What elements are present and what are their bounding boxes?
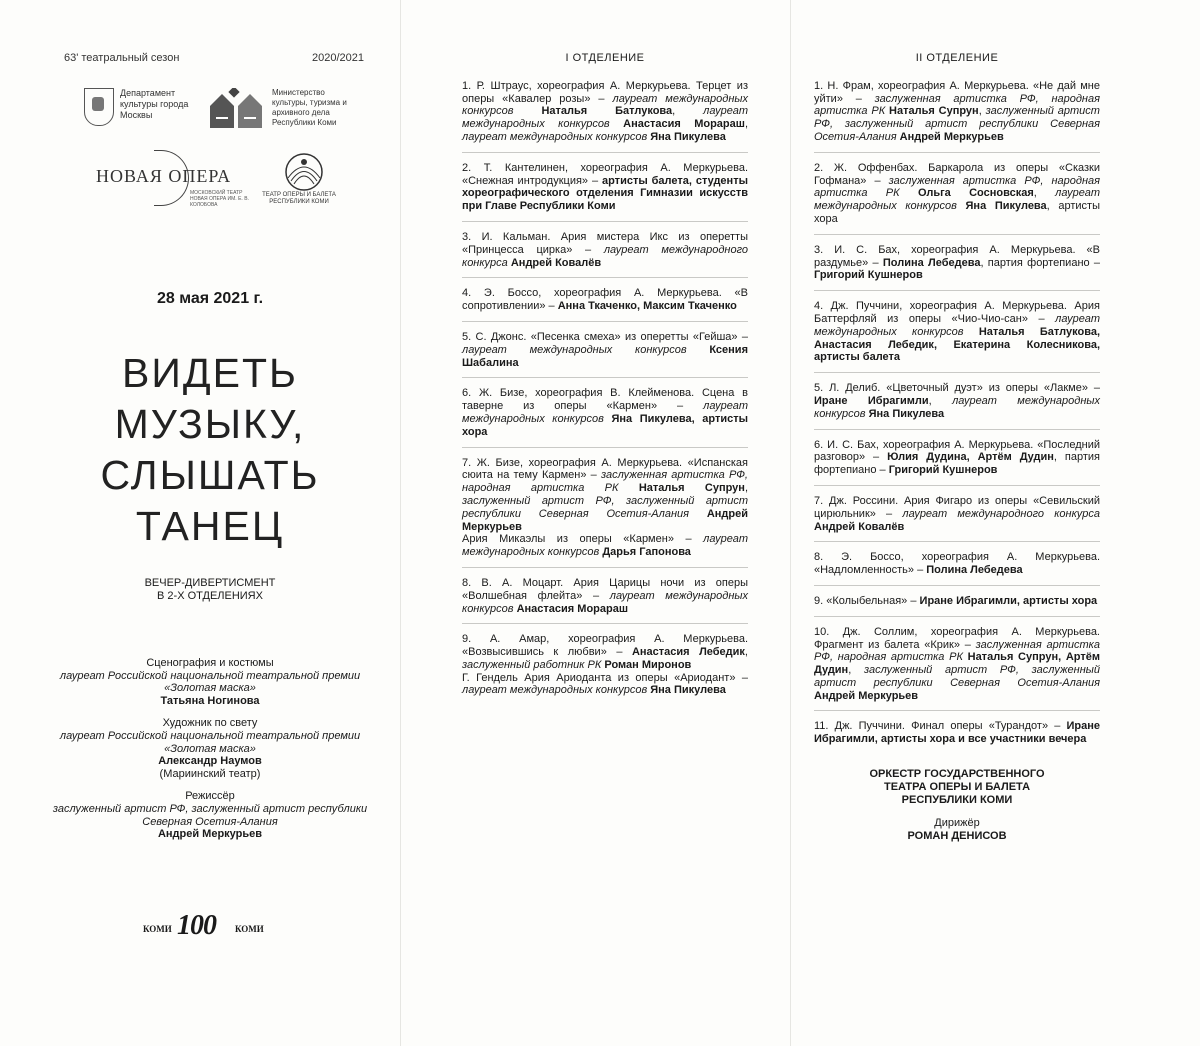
program-text: 3. И. Кальман. Ария мистера Икс из оперетты «Принцесса цирка» – xyxy=(462,230,748,256)
program-text: Андрей Меркурьев xyxy=(814,689,919,702)
program-text: 7. Ж. Бизе, хореография А. Меркурьева. «Испанская сюита на тему Кармен» – xyxy=(462,456,748,482)
title-line: ВИДЕТЬ xyxy=(122,350,298,396)
item-divider xyxy=(462,221,748,222)
season-years: 2020/2021 xyxy=(312,52,364,64)
item-divider xyxy=(814,710,1100,711)
program-text: Полина Лебедева xyxy=(926,564,1023,577)
moscow-crest-icon xyxy=(84,88,114,126)
komi-100-left: КОМИ xyxy=(143,924,172,934)
program-text: лауреат международных конкурсов xyxy=(814,394,1100,420)
credit-role: Режиссёр xyxy=(185,790,235,803)
program-text: 6. Ж. Бизе, хореография В. Клейменова. Сцена в таверне из оперы «Кармен» – xyxy=(462,387,748,413)
program-part-2 xyxy=(814,52,1100,843)
event-subtitle xyxy=(40,577,380,603)
program-text: лауреат международного конкурса xyxy=(462,243,748,269)
program-item xyxy=(814,439,1100,477)
credit-block xyxy=(40,717,380,780)
item-divider xyxy=(462,567,748,568)
program-text: заслуженный работник РК xyxy=(462,658,605,671)
komi-100-logo xyxy=(143,910,283,950)
title-line: ТАНЕЦ xyxy=(135,503,285,549)
item-divider xyxy=(814,372,1100,373)
program-item xyxy=(814,300,1100,364)
theatre-sun-icon xyxy=(244,148,364,192)
komi-ministry-text: Министерство культуры, туризма и архивного дела Республики Коми xyxy=(272,88,347,127)
season-label: 63' театральный сезон xyxy=(64,52,180,64)
novaya-opera-subtitle: МОСКОВСКИЙ ТЕАТР НОВАЯ ОПЕРА ИМ. Е. В. КОЛОБОВА xyxy=(190,190,249,208)
program-item xyxy=(462,387,748,438)
program-text: лауреат международных конкурсов xyxy=(462,589,748,615)
credit-name: Александр Наумов xyxy=(158,755,262,768)
program-text: 4. Э. Боссо, хореография А. Меркурьева. «В сопротивлении» – xyxy=(462,287,748,313)
program-text: лауреат международных конкурсов xyxy=(462,343,710,356)
orchestra-credit xyxy=(814,768,1100,807)
program-text: Наталья Супрун xyxy=(638,482,745,495)
program-item xyxy=(462,287,748,313)
program-text: Полина Лебедева xyxy=(882,256,981,269)
novaya-opera-logo xyxy=(94,148,249,212)
program-text: , партия фортепиано – xyxy=(814,451,1100,477)
program-text: , xyxy=(672,105,704,118)
program-text: заслуженная артистка РФ, народная артистка РК xyxy=(814,638,1100,664)
program-text: 2. Т. Кантелинен, хореография А. Меркурьева. «Снежная интродукция» – xyxy=(462,161,748,187)
program-item xyxy=(462,331,748,369)
program-text: лауреат международных конкурсов xyxy=(462,684,651,697)
item-divider xyxy=(462,623,748,624)
program-item xyxy=(462,457,748,534)
program-text: заслуженный артист РФ, заслуженный артист республики Северная Осетия-Алания xyxy=(814,105,1100,143)
program-text: Андрей Ковалёв xyxy=(814,520,905,533)
komi-theatre-text: ТЕАТР ОПЕРЫ И БАЛЕТА РЕСПУБЛИКИ КОМИ xyxy=(262,192,336,205)
credits xyxy=(40,657,380,851)
komi-theatre-logo xyxy=(244,148,364,212)
item-divider xyxy=(814,234,1100,235)
program-text: Наталья Батлукова xyxy=(541,105,673,118)
moscow-culture-logo xyxy=(84,88,198,126)
item-divider xyxy=(462,321,748,322)
program-text: 1. Р. Штраус, хореография А. Меркурьева. Терцет из оперы «Кавалер розы» – xyxy=(462,79,748,105)
program-text: лауреат международных конкурсов xyxy=(462,533,748,559)
program-item xyxy=(462,80,748,144)
program-text: Ксения Шабалина xyxy=(462,343,748,369)
item-divider xyxy=(814,485,1100,486)
program-text: Яна Пикулева, артисты хора xyxy=(462,412,749,438)
komi-100-number: 100 xyxy=(177,910,216,941)
program-text: 2. Ж. Оффенбах. Баркарола из оперы «Сказки Гофмана» – xyxy=(814,161,1100,187)
moscow-culture-text: Департамент культуры города Москвы xyxy=(120,88,189,120)
program-text: Иране Ибрагимли xyxy=(814,394,929,407)
program-text: Андрей Ковалёв xyxy=(510,256,602,269)
program-item xyxy=(814,495,1100,533)
program-text: Анастасия Морараш xyxy=(516,602,629,615)
program-item xyxy=(814,720,1100,746)
part-2-heading: II ОТДЕЛЕНИЕ xyxy=(915,52,999,64)
program-text: заслуженная артистка РФ, народная артистка РК xyxy=(814,174,1100,200)
conductor-label: Дирижёр xyxy=(934,817,980,830)
fold-line xyxy=(400,0,401,1046)
program-text: Наталья Супрун xyxy=(889,105,979,118)
program-text: 4. Дж. Пуччини, хореография А. Меркурьева. Ария Баттерфляй из оперы «Чио-Чио-сан» – xyxy=(814,300,1100,325)
program-text: заслуженный артист РФ, заслуженный артист республики Северная Осетия-Алания xyxy=(814,664,1100,689)
program-text: Ария Микаэлы из оперы «Кармен» – xyxy=(462,533,704,546)
program-text: , xyxy=(928,394,953,407)
program-item xyxy=(814,80,1100,144)
credit-role: Сценография и костюмы xyxy=(146,657,274,669)
program-text: , xyxy=(744,118,748,131)
program-text: 5. С. Джонс. «Песенка смеха» из оперетты «Гейша» – xyxy=(462,330,748,343)
program-text: , артисты хора xyxy=(814,200,1100,225)
program-text: , xyxy=(744,646,748,659)
program-text: Яна Пикулева xyxy=(868,407,945,420)
fold-line xyxy=(790,0,791,1046)
part-2-list xyxy=(814,80,1100,746)
item-divider xyxy=(814,152,1100,153)
program-item xyxy=(814,244,1100,282)
program-text: заслуженный артист РФ, заслуженный артист республики Северная Осетия-Алания xyxy=(462,494,748,520)
program-text: , партия фортепиано – xyxy=(980,256,1101,269)
conductor-credit xyxy=(814,817,1100,843)
program-text: Анастасия Морараш xyxy=(623,118,745,131)
credit-name: Татьяна Ногинова xyxy=(160,694,260,707)
subtitle-line: ВЕЧЕР-ДИВЕРТИСМЕНТ xyxy=(144,577,276,589)
program-text: Наталья Батлукова, Анастасия Лебедик, Екатерина Колесникова, артисты балета xyxy=(814,325,1101,364)
novaya-opera-title: НОВАЯ ОПЕРА xyxy=(96,166,232,186)
program-text: , xyxy=(978,105,986,118)
program-text: Яна Пикулева xyxy=(965,200,1047,213)
item-divider xyxy=(462,152,748,153)
program-text: , xyxy=(744,482,748,495)
program-text: лауреат международных конкурсов xyxy=(462,400,748,425)
title-line: СЛЫШАТЬ xyxy=(100,452,320,498)
program-text: 6. И. С. Бах, хореография А. Меркурьева. «Последний разговор» – xyxy=(814,438,1100,464)
program-item xyxy=(814,551,1100,577)
credit-desc: лауреат Российской национальной театральной премии «Золотая маска» xyxy=(59,729,361,755)
program-text: Анастасия Лебедик xyxy=(631,646,745,659)
program-text: Юлия Дудина, Артём Дудин xyxy=(887,451,1054,464)
program-text: лауреат международных конкурсов xyxy=(462,105,748,131)
event-title xyxy=(40,348,380,552)
program-text: Ольга Сосновская xyxy=(917,187,1034,200)
program-text: 7. Дж. Россини. Ария Фигаро из оперы «Севильский цирюльник» – xyxy=(814,494,1100,520)
program-text: Анна Ткаченко, Максим Ткаченко xyxy=(557,300,737,313)
program-text: Андрей Меркурьев xyxy=(899,130,1004,143)
program-text: 10. Дж. Соллим, хореография А. Меркурьева. Фрагмент из балета «Крик» – xyxy=(814,625,1100,651)
program-text: 8. В. А. Моцарт. Ария Царицы ночи из оперы «Волшебная флейта» – xyxy=(462,576,748,602)
credit-desc: лауреат Российской национальной театральной премии «Золотая маска» xyxy=(59,669,361,695)
title-line: МУЗЫКУ, xyxy=(114,401,306,447)
program-text: артисты балета, студенты хореографического отделения Гимназии искусств при Главе Республики Коми xyxy=(462,174,748,213)
orchestra-line: ТЕАТРА ОПЕРЫ И БАЛЕТА xyxy=(883,781,1031,794)
program-text: Андрей Меркурьев xyxy=(462,507,748,533)
komi-ornament-icon xyxy=(208,88,266,130)
theatre-logos xyxy=(94,148,394,212)
item-divider xyxy=(814,429,1100,430)
item-divider xyxy=(814,541,1100,542)
program-item xyxy=(462,633,748,671)
program-text: Г. Гендель Ария Ариоданта из оперы «Ариодант» – xyxy=(462,671,748,684)
program-text: Яна Пикулева xyxy=(650,130,726,143)
program-text: Иране Ибрагимли, артисты хора xyxy=(919,594,1098,607)
event-date: 28 мая 2021 г. xyxy=(156,290,264,307)
program-text: 1. Н. Фрам, хореография А. Меркурьева. «Не дай мне уйти» – xyxy=(814,79,1100,105)
program-text: Дарья Гапонова xyxy=(602,546,691,559)
program-part-1 xyxy=(462,52,748,697)
orchestra-line: РЕСПУБЛИКИ КОМИ xyxy=(901,794,1013,807)
program-text: Григорий Кушнеров xyxy=(888,464,998,477)
program-item xyxy=(814,626,1100,703)
credit-block xyxy=(40,790,380,840)
season-line xyxy=(64,52,364,64)
program-text: , xyxy=(1033,187,1056,200)
program-text: Григорий Кушнеров xyxy=(814,269,923,282)
program-text: Наталья Супрун, Артём Дудин xyxy=(814,651,1100,677)
cover-panel xyxy=(40,0,380,1046)
program-item xyxy=(814,382,1100,420)
item-divider xyxy=(814,290,1100,291)
program-text: лауреат международных конкурсов xyxy=(814,312,1100,338)
program-text: лауреат международных конкурсов xyxy=(814,187,1100,213)
item-divider xyxy=(462,277,748,278)
program-item xyxy=(462,577,748,615)
subtitle-line: В 2-Х ОТДЕЛЕНИЯХ xyxy=(157,590,263,602)
credit-name: Андрей Меркурьев xyxy=(157,828,263,841)
item-divider xyxy=(814,585,1100,586)
program-item xyxy=(814,162,1100,226)
program-text: Иране Ибрагимли, артисты хора и все участники вечера xyxy=(814,720,1100,746)
program-text: 9. А. Амар, хореография А. Меркурьева. «Возвысившись к любви» – xyxy=(462,633,748,659)
program-text: Яна Пикулева xyxy=(650,684,726,697)
program-text: 3. И. С. Бах, хореография А. Меркурьева. «В раздумье» – xyxy=(814,243,1100,269)
program-text: 9. «Колыбельная» – xyxy=(814,594,920,607)
program-text: 11. Дж. Пуччини. Финал оперы «Турандот» – xyxy=(814,720,1067,733)
program-item-aria xyxy=(462,672,748,698)
program-item xyxy=(814,595,1100,608)
program-text: лауреат международных конкурсов xyxy=(462,130,651,143)
program-text: 8. Э. Боссо, хореография А. Меркурьева. «Надломленность» – xyxy=(814,551,1100,577)
item-divider xyxy=(462,377,748,378)
program-text: заслуженная артистка РФ, народная артистка РК xyxy=(462,469,748,495)
credit-extra: (Мариинский театр) xyxy=(159,767,261,780)
program-text: , xyxy=(848,664,864,677)
program-item xyxy=(462,162,748,213)
credit-desc: заслуженный артист РФ, заслуженный артист республики Северная Осетия-Алания xyxy=(52,802,368,828)
program-text: заслуженная артистка РФ, народная артистка РК xyxy=(814,92,1100,118)
part-1-list xyxy=(462,80,748,697)
credit-block xyxy=(40,657,380,707)
program-item xyxy=(462,231,748,269)
komi-100-right: КОМИ xyxy=(235,924,264,934)
program-text: 5. Л. Делиб. «Цветочный дуэт» из оперы «Лакме» – xyxy=(814,382,1100,395)
conductor-name: РОМАН ДЕНИСОВ xyxy=(907,830,1007,843)
item-divider xyxy=(462,447,748,448)
sponsor-logos xyxy=(84,88,384,138)
program-text: Роман Миронов xyxy=(604,658,692,671)
program-text: лауреат международного конкурса xyxy=(902,507,1100,520)
program-text: лауреат международных конкурсов xyxy=(462,92,749,118)
credit-role: Художник по свету xyxy=(162,717,258,730)
komi-ministry-logo xyxy=(208,88,352,130)
item-divider xyxy=(814,616,1100,617)
program-item-aria xyxy=(462,533,748,559)
part-1-heading: I ОТДЕЛЕНИЕ xyxy=(565,52,645,64)
orchestra-line: ОРКЕСТР ГОСУДАРСТВЕННОГО xyxy=(869,768,1045,781)
